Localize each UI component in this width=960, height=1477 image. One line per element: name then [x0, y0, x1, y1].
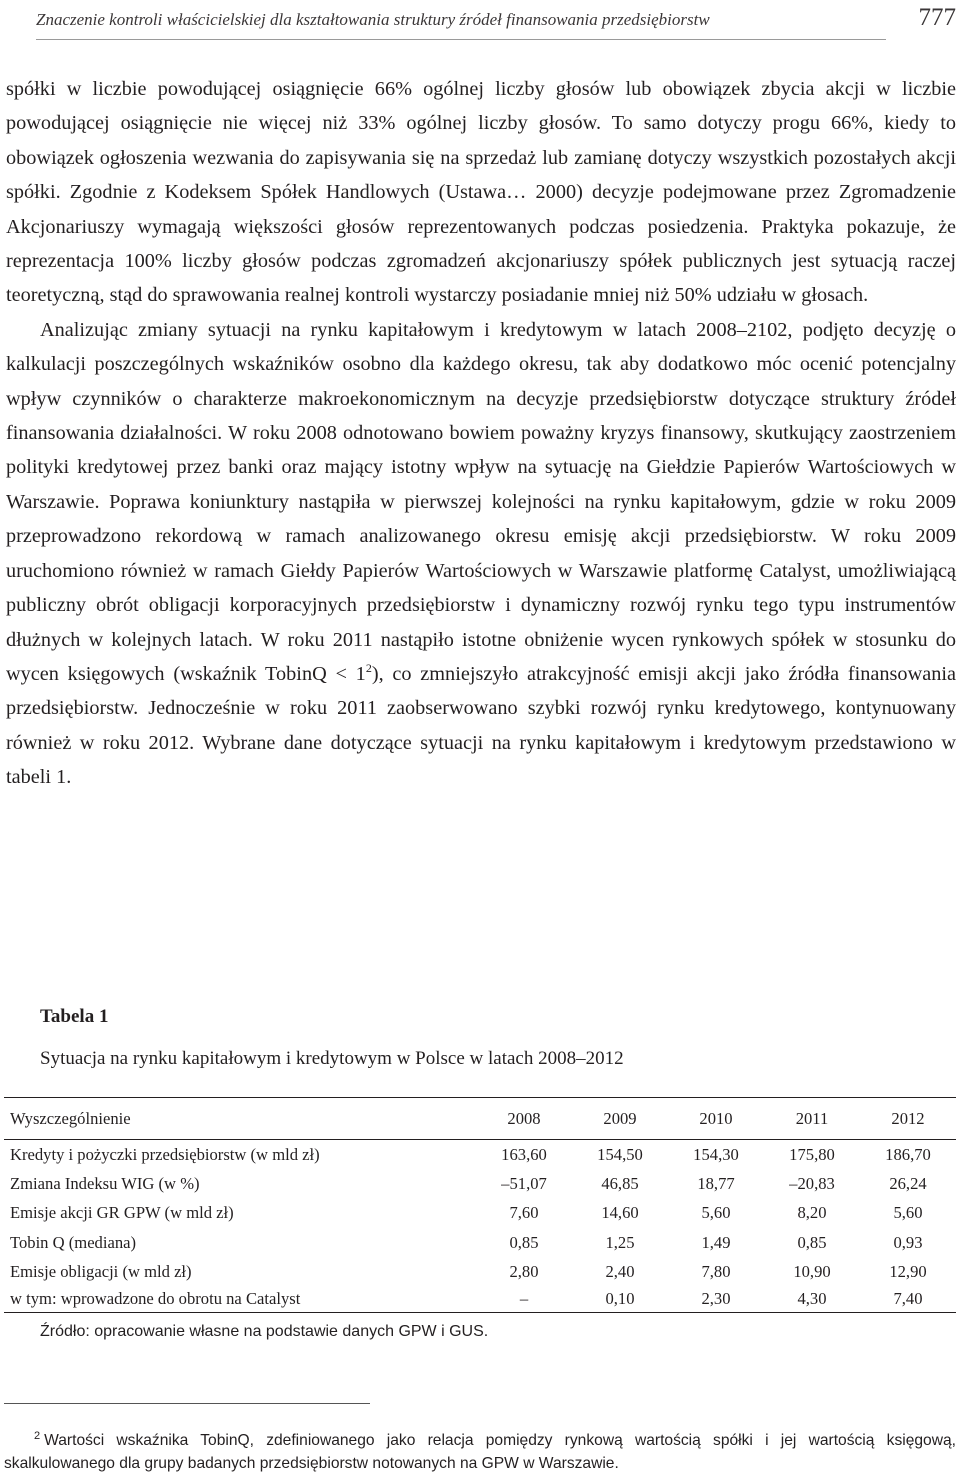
table-cell: 1,49 — [701, 1232, 731, 1252]
column-header: 2010 — [699, 1108, 733, 1128]
table-caption: Sytuacja na rynku kapitałowym i kredytowym w Polsce w latach 2008–2012 — [40, 1048, 624, 1069]
table-cell: 154,50 — [597, 1144, 643, 1164]
table-cell: 4,30 — [797, 1289, 827, 1309]
column-header: 2012 — [891, 1108, 925, 1128]
body-text — [6, 72, 956, 795]
table-cell: 0,85 — [509, 1232, 539, 1252]
table-cell: 0,85 — [797, 1232, 827, 1252]
column-header: 2011 — [795, 1108, 829, 1128]
data-table — [4, 1097, 956, 1313]
table-cell: 7,60 — [509, 1203, 539, 1223]
table-cell: 7,40 — [893, 1289, 923, 1309]
table-cell: 12,90 — [889, 1262, 927, 1282]
table-row — [4, 1287, 956, 1312]
table-cell: 5,60 — [701, 1203, 731, 1223]
table-cell: 18,77 — [697, 1173, 735, 1193]
table-cell: – — [519, 1289, 529, 1309]
table-row — [4, 1228, 956, 1258]
paragraph-2-part-1: Analizując zmiany sytuacji na rynku kapitałowym i kredytowym w latach 2008–2102, podjęto decyzję o kalkulacji poszczególnych wskaźników osobno dla każdego okresu, tak aby dodatkowo móc ocenić potencjalny wpływ czynników o charakterze makroekonomicznym na decyzje przedsiębiorstw dotyczące struktury źródeł finansowania działalności. W roku 2008 odnotowano bowiem poważny kryzys finansowy, skutkujący zaostrzeniem polityki kredytowej przez banki oraz mający istotny wpływ na sytuację na Giełdzie Papierów Wartościowych w Warszawie. Poprawa koniunktury nastąpiła w pierwszej kolejności na rynku kapitałowym, gdzie w roku 2009 przeprowadzono rekordową w ramach analizowanego okresu emisję akcji przedsiębiorstw. W roku 2009 uruchomiono również w ramach Giełdy Papierów Wartościowych w Warszawie platformę Catalyst, umożliwiającą publiczny obrót obligacji korporacyjnych przedsiębiorstw i dynamiczny rozwój rynku tego typu instrumentów dłużnych w kolejnych latach. W roku 2011 nastąpiło istotne obniżenie wycen rynkowych spółek w stosunku do wycen księgowych (wskaźnik TobinQ < 1 — [6, 318, 956, 685]
table-label: Tabela 1 — [40, 1006, 109, 1027]
table-cell: 175,80 — [789, 1144, 835, 1164]
table-cell: 46,85 — [601, 1173, 639, 1193]
header-rule — [36, 39, 886, 40]
table-cell: –51,07 — [501, 1173, 547, 1193]
footnote-number: 2 — [34, 1430, 41, 1442]
paragraph-2 — [6, 313, 956, 795]
table-source: Źródło: opracowanie własne na podstawie danych GPW i GUS. — [40, 1323, 489, 1340]
table-cell: Emisje obligacji (w mld zł) — [10, 1262, 192, 1282]
table-cell: 0,10 — [605, 1289, 635, 1309]
table-cell: 7,80 — [701, 1262, 731, 1282]
column-header: 2009 — [603, 1108, 637, 1128]
table-cell: Kredyty i pożyczki przedsiębiorstw (w mld zł) — [10, 1144, 320, 1164]
column-header: 2008 — [507, 1108, 541, 1128]
table-cell: 154,30 — [693, 1144, 739, 1164]
footnote-ref[interactable]: 2 — [365, 660, 372, 675]
footnote-text: Wartości wskaźnika TobinQ, zdefiniowanego jako relacja pomiędzy rynkową wartością spółki i jej wartością księgową, skalkulowanego dla grupy badanych przedsiębiorstw notowanych na GPW w Warszawie. — [4, 1432, 956, 1472]
table-row — [4, 1169, 956, 1199]
table-cell: w tym: wprowadzone do obrotu na Catalyst — [10, 1289, 301, 1309]
table-cell: 1,25 — [605, 1232, 635, 1252]
table-cell: 2,80 — [509, 1262, 539, 1282]
footnote-rule — [4, 1403, 370, 1404]
table-cell: 5,60 — [893, 1203, 923, 1223]
running-header — [36, 4, 956, 38]
table-cell: Zmiana Indeksu WIG (w %) — [10, 1173, 200, 1193]
table-cell: Emisje akcji GR GPW (w mld zł) — [10, 1203, 234, 1223]
table-cell: 2,30 — [701, 1289, 731, 1309]
footnote — [4, 1429, 956, 1475]
table-row — [4, 1258, 956, 1288]
table-cell: 10,90 — [793, 1262, 831, 1282]
table-cell: 0,93 — [893, 1232, 923, 1252]
page-number: 777 — [918, 4, 956, 31]
table-header-row — [4, 1098, 956, 1140]
table-cell: 14,60 — [601, 1203, 639, 1223]
table-row — [4, 1199, 956, 1229]
table-cell: 2,40 — [605, 1262, 635, 1282]
paragraph-1: spółki w liczbie powodującej osiągnięcie 66% ogólnej liczby głosów lub obowiązek zbycia akcji w liczbie powodującej osiągnięcie nie więcej niż 33% ogólnej liczby głosów. To samo dotyczy progu 66%, kiedy to obowiązek ogłoszenia wezwania do zapisywania się na sprzedaż lub zamianę dotyczy wszystkich pozostałych akcji spółki. Zgodnie z Kodeksem Spółek Handlowych (Ustawa… 2000) decyzje podejmowane przez Zgromadzenie Akcjonariuszy wymagają większości głosów reprezentowanych podczas posiedzenia. Praktyka pokazuje, że reprezentacja 100% liczby głosów podczas zgromadzeń akcjonariuszy spółek publicznych jest sytuacją raczej teoretyczną, stąd do sprawowania realnej kontroli wystarczy posiadanie mniej niż 50% udziału w głosach. — [6, 78, 956, 307]
table-cell: 186,70 — [885, 1144, 931, 1164]
column-header: Wyszczególnienie — [10, 1108, 131, 1128]
paragraph-2-part-2: ), co zmniejszyło atrakcyjność emisji akcji jako źródła finansowania przedsiębiorstw. Jednocześnie w roku 2011 zaobserwowano szybki rozwój rynku kredytowego, kontynuowany również w roku 2012. Wybrane dane dotyczące sytuacji na rynku kapitałowym i kredytowym przedstawiono w tabeli 1. — [6, 662, 956, 789]
table-cell: –20,83 — [789, 1173, 835, 1193]
table-cell: Tobin Q (mediana) — [10, 1232, 137, 1252]
running-title: Znaczenie kontroli właścicielskiej dla kształtowania struktury źródeł finansowania przedsiębiorstw — [36, 10, 710, 29]
table-cell: 163,60 — [501, 1144, 547, 1164]
table-row — [4, 1140, 956, 1170]
table-cell: 8,20 — [797, 1203, 827, 1223]
table-cell: 26,24 — [889, 1173, 927, 1193]
